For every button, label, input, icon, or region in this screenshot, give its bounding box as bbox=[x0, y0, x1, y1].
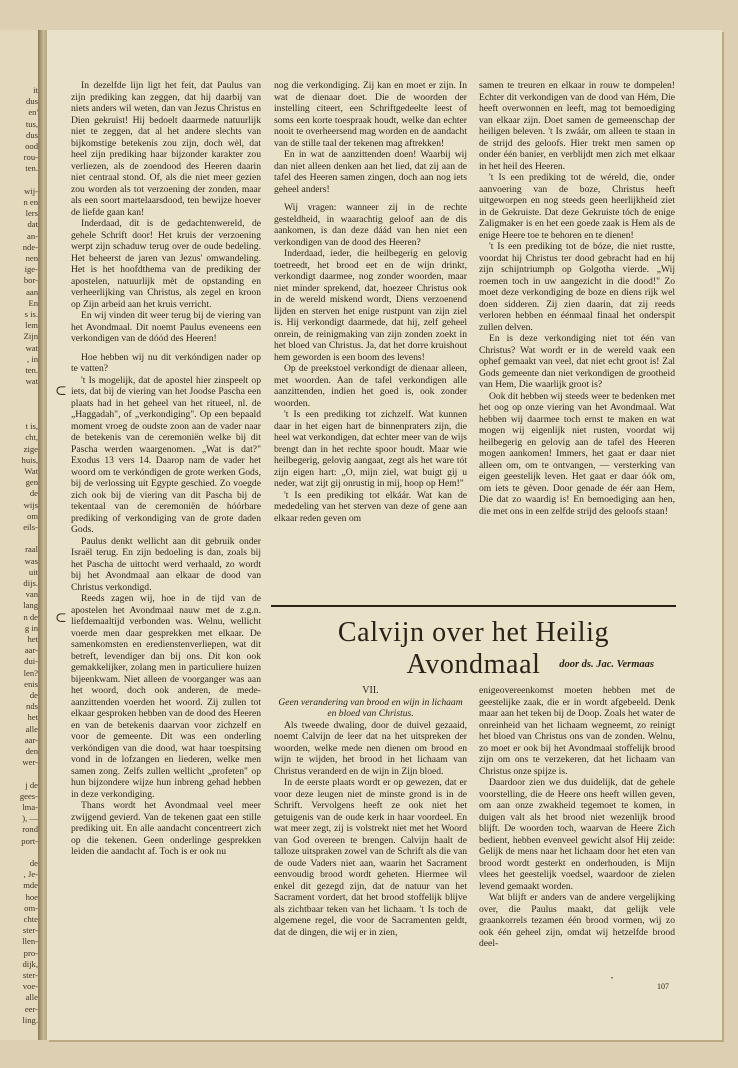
paragraph: In dezelfde lijn ligt het feit, dat Paulus van zijn prediking kan zeggen, dat hij daarbij van niets anders wil weten, dan van Jezus Christus en Dien gekruist! Hij bedoelt daarmede natuurlijk niet te zeggen, dat al het andere slechts van bijkomstige betekenis zou zijn, doch wèl, dat heel zijn prediking haar bijzonder karakter zou verliezen, als de zoendood des Heeren daarin niet centraal stond. Of, als die niet meer gezien zou worden als tot verzoening der zonden, maar als een soort martelaarsdood, ten bewijze hoever de liefde gaan kan! bbox=[71, 80, 261, 218]
margin-pencil-mark: ⊂ bbox=[55, 611, 67, 626]
column-3 bbox=[479, 80, 675, 517]
column-1 bbox=[71, 80, 261, 858]
paragraph: Wij vragen: wanneer zij in de rechte gesteldheid, in waarachtig geloof aan de dis aankomen, is dan deze dáád van hen niet een verkondigen van de dood des Heeren? bbox=[274, 202, 467, 248]
paragraph: 't Is een prediking tot de bóze, die niet rustte, voordat hij Christus ter dood gebracht had en hij zijn schijntriumph op Golgotha vierde. „Wij roemen toch in uw aangezicht in die dood!" Zo moet deze verkondiging de boze en diens rijk wel doen sidderen. Zij zien daarin, dat zij reeds verloren hebben en éénmaal finaal het onderspit zullen delven. bbox=[479, 241, 675, 333]
paragraph: Paulus denkt wellicht aan dit gebruik onder Israël terug. En zijn bedoeling is dan, zoals bij het Pascha de uittocht werd verhaald, zo wordt bij het Avondmaal aan elkaar de dood van Christus verkondigd. bbox=[71, 535, 261, 593]
article-byline: door ds. Jac. Vermaas bbox=[559, 659, 654, 670]
article-divider bbox=[271, 605, 676, 607]
paragraph: En wij vinden dit weer terug bij de viering van het Avondmaal. Dit noemt Paulus eveneens een verkondigen van de dóód des Heeren! bbox=[71, 310, 261, 344]
margin-pencil-mark: ⊂ bbox=[55, 384, 67, 399]
paragraph: Hoe hebben wij nu dit verkóndigen nader op te vatten? bbox=[71, 351, 261, 374]
paragraph: Ook dit hebben wij steeds weer te bedenken met het oog op onze viering van het Avondmaal. Wat hebben wij daarmee toch ernst te maken en wat mogen wij eigenlijk niet rusten, voordat wij heilbegerig en gelovig aan de tafel des Heeren mogen aankomen! Immers, het gaat er daar niet alleen om, om te ontvangen, — versterking van eigen geestelijk leven. Het gaat er daar óók om, om iets te gèven. Door genade de éér aan Hem, Die dat zo waardig is! En bemoediging aan hen, die met ons in een zelfde strijd des geloofs staan! bbox=[479, 390, 675, 517]
paragraph: 't Is een prediking tot de wéreld, die, onder aanvoering van de boze, Christus heeft uitgeworpen en nog steeds geen heerlijkheid ziet in de Gekruiste. Dat deze Gekruiste tóch de enige Zaligmaker is en het een goede zaak is Hem als de enige Heere toe te behoren en te dienen! bbox=[479, 172, 675, 241]
paragraph: En is deze verkondiging niet tot één van Christus? Wat wordt er in de wereld vaak een ophef gemaakt van veel, dat niet echt groot is! Zal Gods gemeente dan niet verkondigen de grootheid van Hem, Die waarlijk groot is? bbox=[479, 333, 675, 390]
paragraph: nog die verkondiging. Zij kan en moet er zijn. In wat de dienaar doet. Die de woorden der instelling citeert, een Schriftgedeelte leest of soms een korte toespraak houdt, welke dan echter nooit te overheersend mag worden en de aandacht van de stille taal der tekenen mag aftrekken! bbox=[274, 80, 467, 149]
paragraph: En in wat de aanzittenden doen! Waarbij wij dan niet alleen denken aan het lied, dat zij aan de tafel des Heeren samen zingen, doch aan nog iets geheel anders! bbox=[274, 149, 467, 195]
paragraph: Daardoor zien we dus duidelijk, dat de gehele voorstelling, die de Heere ons heeft willen geven, om aan onze zwakheid tegemoet te komen, in duigen valt als het brood niet wezenlijk brood blijft. De woorden toch, waarvan de Heere Zich bedient, hebben evenveel gewicht alsof Hij zeide: Gelijk de mens naar het lichaam door het eten van brood wordt gesterkt en onderhouden, is Mijn vlees het geestelijk voedsel, waardoor de zielen levend gemaakt worden. bbox=[479, 777, 675, 892]
paragraph: Inderdaad, ieder, die heilbegerig en gelovig toetreedt, het brood eet en de wijn drinkt, verkondigt daarmee, nog zonder woorden, maar niet minder sprekend, dat, hoezeer Christus ook in de wereld miskend wordt, Diens verzoenend lijden en sterven het enige rustpunt van zijn ziel is. Hij verkondigt daarmede, dat hij, zelf geheel onrein, de reinigmaking van zijn zonden zoekt in het bloed van Christus. Ja, dat het dorre kruishout hem geworden is een boom des levens! bbox=[274, 248, 467, 363]
paragraph: 't Is een prediking tot zichzelf. Wat kunnen daar in het eigen hart de binnenpraters zijn, die heel wat verkondigen, dat echter meer van de wijs brengt dan in het rechte spoor houdt. Maar wie heilbegerig, gelovig aangaat, zegt als het ware tót zijn eigen hart: „O, mijn ziel, wat buigt gij u neder, wat zijt gij onrustig in mij, hoop op Hem!" bbox=[274, 409, 467, 489]
bullet-mark: • bbox=[611, 976, 614, 982]
paragraph: In de eerste plaats wordt er op gewezen, dat er voor deze leugen niet de minste grond is in de Schrift. Vervolgens heeft ze ook niet het getuigenis van de oude kerk in haar voordeel. En wat meer zegt, zij is volstrekt niet met het Woord van God overeen te brengen. Calvijn haalt de talloze uitspraken zowel van de Schrift als die van de oude Vaders niet aan, waarin het Sacrament eenvoudig brood wordt geheten. Hiermee wil enkel dit gezegd zijn, dat de natuur van het Sacrament vordert, dat het brood stoffelijk blijve als zichtbaar teken van het lichaam. 't Is toch de algemene regel, die voor de Sacramenten geldt, dat de dingen, die wij er in zien, bbox=[274, 777, 467, 938]
paragraph: Reeds zagen wij, hoe in de tijd van de apostelen het Avondmaal nauw met de z.g.n. liefdemaaltijd verbonden was. Welnu, wellicht voerde men daar gesprekken met elkaar. De samenkomsten en eredienstenverliepen, wat dit betreft, levendiger dan bij ons. Dit kon ook gemakkelijker, zolang men in particuliere huizen bijeenkwam. Niet alleen de voorganger was aan het woord, doch ook anderen, de mede-aanzittenden voerden het woord. Zij zullen tot elkaar gesproken hebben van de dood des Heeren en van de betekenis daarvan voor zichzelf en voor de gemeente. Dit was een onderling verkóndigen van die dood, wat haar toespitsing vond in de lofzangen en liederen, welke men samen zong. Zelfs zullen wellicht „profeten" op hun bijzondere wijze hun inbreng gehad hebben in deze verkondiging. bbox=[71, 593, 261, 800]
paragraph: enigeovereenkomst moeten hebben met de geestelijke zaak, die er in wordt afgebeeld. Denk maar aan het teken bij de Doop. Zoals het water de onreinheid van het lichaam wegneemt, zo reinigt het bloed van Christus ons van de zonden. Welnu, zo moet er ook bij het Avondmaal stoffelijk brood zijn om ons te verzekeren, dat het lichaam van Christus onze spijze is. bbox=[479, 685, 675, 777]
paragraph: Inderdaad, dit is de gedachtenwereld, de gehele Schrift door! Het kruis der verzoening werpt zijn schaduw terug over de oude bedeling. Het beheerst de jaren van Jezus' omwandeling. Het is het hoofdthema van de prediking der apostelen, natuurlijk mèt de opstanding en verheerlijking van Christus, als zegel en kroon op Zijn arbeid aan het kruis verricht. bbox=[71, 218, 261, 310]
book-binding bbox=[38, 30, 47, 1040]
paragraph: 't Is een prediking tot elkáár. Wat kan de mededeling van het sterven van deze of gene aan elkaar reden geven om bbox=[274, 489, 467, 524]
paragraph: Als tweede dwaling, door de duivel gezaaid, noemt Calvijn de leer dat na het uitspreken der woorden, welke mede nen dienen om brood en wijn te wijden, het brood in het lichaam van Christus veranderd en de wijn in Zijn bloed. bbox=[274, 719, 467, 777]
previous-page-edge bbox=[0, 30, 38, 1040]
page-number: 107 bbox=[657, 982, 669, 991]
article-column-1 bbox=[274, 685, 467, 938]
paragraph: 't Is mogelijk, dat de apostel hier zinspeelt op iets, dat bij de viering van het Joodse Pascha een plaats had in het geheel van het ritueel, nl. de „Haggadah", of „verkondiging". Op een bepaald moment vroeg de oudste zoon aan de vader naar de betekenis van de ceremoniën welke bij dit Pascha werden waargenomen. „Wat is dat?" Exodus 13 vers 14. Daarop nam de vader het woord om te verkóndigen de grote werken Gods, bij de verlossing uit Egypte geschied. Zo voegde zich ook bij de viering van dit Pascha bij de tekentaal van de ceremoniën de hóórbare prediking of verkondiging van de grote daden Gods. bbox=[71, 374, 261, 535]
paragraph: Op de preekstoel verkondigt de dienaar alleen, met woorden. Aan de tafel verkondigen alle aanzittenden, indien het goed is, ook zonder woorden. bbox=[274, 363, 467, 409]
section-subtitle: Geen verandering van brood en wijn in lichaam en bloed van Christus. bbox=[278, 696, 463, 719]
paragraph: samen te treuren en elkaar in rouw te dompelen! Echter dit verkondigen van de dood van Hém, Die heeft overwonnen en leeft, mag tot bemoediging van elkaar zijn. Doet samen de gemeenschap der heiligen beleven. 't Is zwáár, om alleen te staan in de strijd des geloofs. Hier trekt men samen op onder één banier, en verblijdt men zich met elkaar in het heil des Heeren. bbox=[479, 80, 675, 172]
article-column-2 bbox=[479, 685, 675, 950]
paragraph: Wat blijft er anders van de andere vergelijking over, die Paulus maakt, dat gelijk vele graankorrels tezamen één brood vormen, wij zo ook één geheel zijn, omdat wij hetzelfde brood deel- bbox=[479, 892, 675, 949]
left-margin-text: it dus en' tus, dus ood rou- ten. wij- n en lers dat an- nde- nen ige- bor- aan En s is. lem Zijn wat , in ten. wat t is, cht, zige huis, Wat gen de wijs om eils- raal was uit dijs. van lang n de g in het aar- dui- len? enis de nds het alle aar- den wer- j de gees- lma- ), — rond port- de , Je- mde hoe om- chte ster- llen- pro- dijk, ster- voe- alle eer- ling. bbox=[19, 85, 38, 1025]
section-number: VII. bbox=[362, 685, 379, 696]
article-title: Calvijn over het Heilig Avondmaal bbox=[337, 617, 610, 680]
paragraph: Thans wordt het Avondmaal veel meer zwijgend gevierd. Van de tekenen gaat een stille prediking uit. En alle aandacht concentreert zich op die tekenen. Geen onderlinge gesprekken leiden die aandacht af. Toch is er ook nu bbox=[71, 800, 261, 857]
column-2 bbox=[274, 80, 467, 524]
